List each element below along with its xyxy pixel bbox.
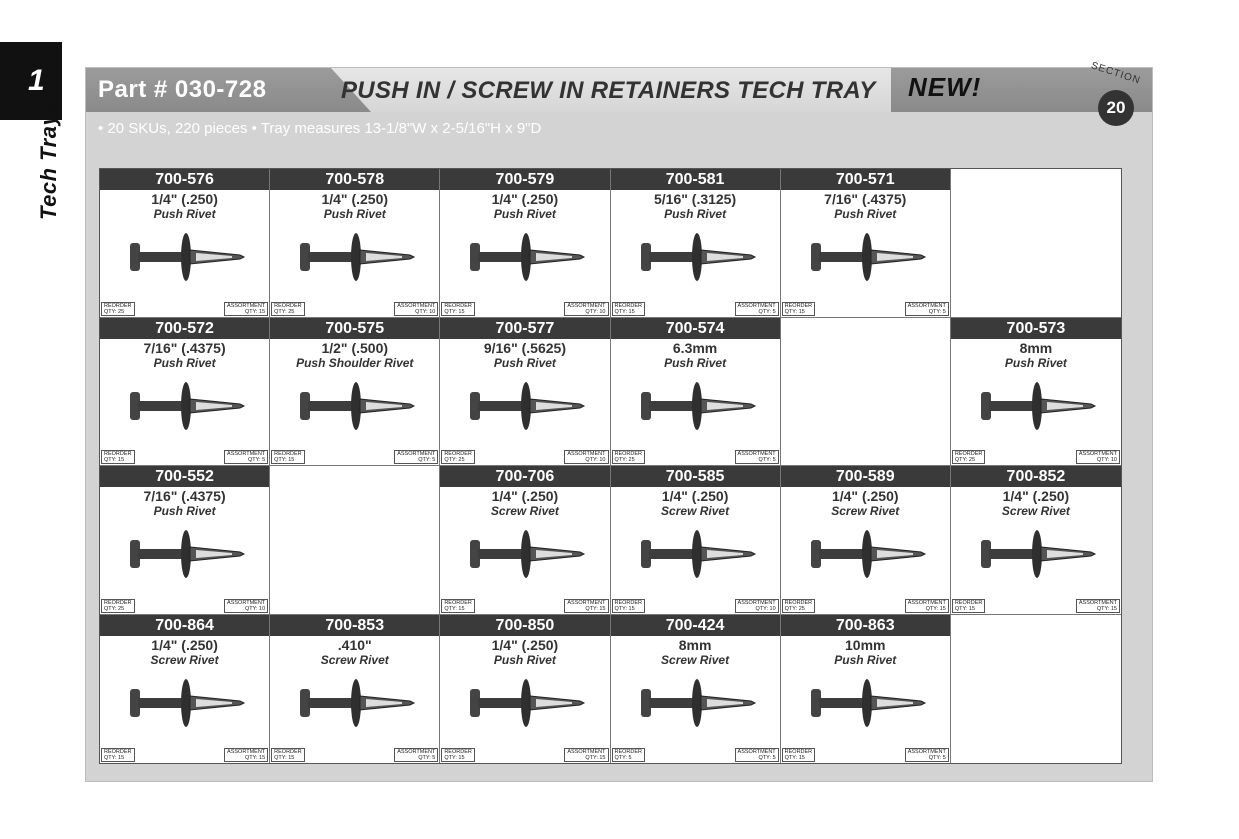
- rivet-size: 7/16" (.4375): [824, 191, 907, 207]
- sku-band: [611, 615, 780, 636]
- rivet-type: Screw Rivet: [831, 504, 900, 518]
- rivet-image-icon: [623, 671, 768, 735]
- sku-band: [440, 466, 609, 487]
- rivet-size: 1/4" (.250): [491, 191, 559, 207]
- assortment-quantity: QTY: 15: [244, 308, 266, 315]
- product-cell: [440, 615, 610, 764]
- reorder-qty: [101, 302, 135, 316]
- rivet-size: 1/4" (.250): [321, 191, 389, 207]
- rivet-image-icon: [963, 374, 1108, 438]
- rivet-type: Screw Rivet: [661, 504, 730, 518]
- assortment-label: ASSORTMENT: [227, 599, 266, 606]
- sku-number: 700-424: [665, 616, 725, 634]
- assortment-quantity: QTY: 10: [755, 605, 776, 612]
- rivet-image-icon: [452, 225, 597, 289]
- reorder-qty: [441, 599, 475, 613]
- product-cell: [440, 466, 610, 615]
- reorder-quantity: QTY: 15: [444, 605, 465, 612]
- rivet-type: Push Rivet: [834, 207, 897, 221]
- sku-number: 700-864: [155, 616, 214, 634]
- reorder-qty: [271, 748, 305, 762]
- tray-specs: • 20 SKUs, 220 pieces • Tray measures 13-1/8"W x 2-5/16"H x 9"D: [98, 120, 542, 137]
- sku-band: [781, 615, 950, 636]
- rivet-image-icon: [112, 225, 257, 289]
- sku-band: [100, 318, 269, 339]
- sku-band: [270, 615, 439, 636]
- reorder-label: REORDER: [954, 599, 983, 606]
- rivet-type: Push Rivet: [664, 355, 727, 370]
- reorder-qty: [612, 599, 646, 613]
- assortment-label: ASSORTMENT: [227, 749, 266, 755]
- part-number: Part # 030-728: [98, 76, 267, 103]
- assortment-qty: [394, 748, 438, 762]
- reorder-label: REORDER: [444, 749, 472, 755]
- sku-band: [611, 318, 780, 339]
- assortment-qty: [1076, 599, 1120, 613]
- product-cell: [611, 466, 781, 615]
- rivet-type: Push Shoulder Rivet: [296, 355, 414, 370]
- chapter-number: 1: [0, 42, 62, 120]
- rivet-image-icon: [282, 225, 427, 289]
- rivet-type: Screw Rivet: [320, 652, 389, 667]
- reorder-label: REORDER: [614, 302, 643, 309]
- reorder-label: REORDER: [784, 302, 813, 309]
- assortment-qty: [564, 748, 608, 762]
- rivet-image-icon: [282, 374, 427, 438]
- product-cell: [440, 169, 610, 318]
- reorder-quantity: QTY: 5: [614, 755, 632, 761]
- rivet-size: 10mm: [845, 636, 886, 653]
- assortment-label: ASSORTMENT: [567, 749, 606, 755]
- assortment-quantity: QTY: 10: [585, 457, 606, 463]
- sku-band: [611, 466, 780, 487]
- reorder-qty: [271, 450, 305, 464]
- sku-number: 700-571: [835, 171, 895, 188]
- product-cell: [611, 169, 781, 318]
- rivet-type: Push Rivet: [323, 207, 386, 221]
- assortment-qty: [735, 599, 779, 613]
- rivet-size: 1/4" (.250): [151, 191, 218, 207]
- rivet-size: 1/4" (.250): [661, 488, 729, 504]
- rivet-size: 7/16" (.4375): [143, 339, 226, 356]
- sku-band: [440, 169, 609, 190]
- rivet-size: 1/4" (.250): [1002, 488, 1070, 504]
- rivet-size: 1/4" (.250): [831, 488, 899, 504]
- reorder-label: REORDER: [104, 302, 132, 309]
- reorder-qty: [441, 450, 475, 464]
- sku-number: 700-578: [325, 171, 385, 188]
- assortment-label: ASSORTMENT: [397, 302, 436, 309]
- rivet-image-icon: [452, 374, 597, 438]
- rivet-size: 1/4" (.250): [491, 488, 559, 504]
- reorder-qty: [271, 302, 305, 316]
- rivet-type: Push Rivet: [493, 652, 556, 667]
- sku-band: [440, 318, 609, 339]
- reorder-label: REORDER: [274, 451, 302, 457]
- assortment-qty: [735, 450, 779, 464]
- rivet-type: Screw Rivet: [1001, 504, 1070, 518]
- rivet-image-icon: [282, 671, 427, 735]
- empty-cell: [781, 318, 951, 467]
- empty-cell: [270, 466, 440, 615]
- reorder-quantity: QTY: 15: [274, 457, 295, 463]
- reorder-label: REORDER: [274, 749, 302, 755]
- product-cell: [781, 466, 951, 615]
- rivet-image-icon: [793, 522, 938, 586]
- reorder-qty: [441, 302, 475, 316]
- reorder-label: REORDER: [954, 451, 983, 457]
- assortment-label: ASSORTMENT: [227, 302, 266, 309]
- assortment-quantity: QTY: 15: [1096, 605, 1117, 612]
- assortment-quantity: QTY: 5: [758, 755, 776, 761]
- sku-band: [270, 169, 439, 190]
- rivet-type: Push Rivet: [1004, 355, 1067, 370]
- assortment-qty: [394, 450, 438, 464]
- rivet-image-icon: [112, 374, 257, 438]
- section-label: SECTION: [1089, 60, 1142, 87]
- assortment-quantity: QTY: 5: [928, 308, 946, 315]
- rivet-image-icon: [793, 671, 938, 735]
- assortment-quantity: QTY: 15: [585, 755, 606, 761]
- sku-number: 700-706: [495, 468, 555, 485]
- rivet-type: Push Rivet: [493, 207, 556, 221]
- assortment-quantity: QTY: 15: [244, 755, 266, 761]
- reorder-qty: [101, 450, 135, 464]
- reorder-quantity: QTY: 25: [954, 457, 976, 463]
- assortment-label: ASSORTMENT: [567, 599, 606, 606]
- rivet-image-icon: [963, 522, 1108, 586]
- reorder-label: REORDER: [614, 749, 643, 755]
- section-number: 20: [1098, 90, 1134, 126]
- reorder-quantity: QTY: 15: [104, 755, 125, 761]
- rivet-size: 5/16" (.3125): [654, 191, 737, 207]
- assortment-qty: [905, 748, 949, 762]
- sku-number: 700-585: [665, 468, 725, 485]
- reorder-quantity: QTY: 15: [104, 457, 125, 463]
- rivet-type: Screw Rivet: [661, 652, 730, 667]
- product-cell: [270, 615, 440, 764]
- reorder-quantity: QTY: 25: [444, 457, 465, 463]
- assortment-quantity: QTY: 10: [415, 308, 436, 315]
- sku-number: 700-577: [495, 319, 555, 337]
- reorder-qty: [612, 450, 646, 464]
- sku-number: 700-852: [1006, 468, 1066, 485]
- sku-band: [440, 615, 609, 636]
- chapter-label: Tech Trays: [36, 100, 61, 220]
- rivet-size: 8mm: [1019, 339, 1053, 356]
- reorder-quantity: QTY: 15: [444, 755, 465, 761]
- assortment-label: ASSORTMENT: [567, 302, 606, 309]
- rivet-type: Push Rivet: [664, 207, 727, 221]
- rivet-image-icon: [452, 671, 597, 735]
- assortment-qty: [1076, 450, 1120, 464]
- rivet-type: Screw Rivet: [150, 652, 219, 667]
- assortment-quantity: QTY: 5: [418, 755, 436, 761]
- product-cell: [270, 169, 440, 318]
- rivet-image-icon: [623, 374, 768, 438]
- reorder-quantity: QTY: 15: [784, 755, 805, 761]
- product-cell: [270, 318, 440, 467]
- reorder-quantity: QTY: 15: [784, 308, 805, 315]
- rivet-image-icon: [112, 671, 257, 735]
- sku-number: 700-863: [835, 616, 895, 634]
- rivet-size: 1/2" (.500): [321, 339, 389, 356]
- assortment-quantity: QTY: 5: [418, 457, 436, 463]
- rivet-type: Push Rivet: [153, 207, 216, 221]
- assortment-qty: [735, 302, 779, 316]
- reorder-label: REORDER: [444, 302, 472, 309]
- product-cell: [100, 318, 270, 467]
- sku-number: 700-589: [835, 468, 895, 485]
- rivet-type: Push Rivet: [153, 355, 216, 370]
- assortment-qty: [735, 748, 779, 762]
- assortment-quantity: QTY: 5: [248, 457, 266, 463]
- rivet-size: .410": [337, 636, 372, 653]
- assortment-qty: [564, 302, 608, 316]
- reorder-qty: [952, 450, 986, 464]
- reorder-quantity: QTY: 15: [954, 605, 976, 612]
- product-cell: [440, 318, 610, 467]
- sku-number: 700-574: [665, 319, 725, 337]
- sku-number: 700-572: [155, 319, 214, 337]
- sku-band: [270, 318, 439, 339]
- assortment-label: ASSORTMENT: [907, 302, 946, 309]
- tech-tray-panel: [85, 60, 1153, 782]
- reorder-qty: [782, 748, 816, 762]
- reorder-quantity: QTY: 25: [104, 605, 125, 612]
- rivet-size: 7/16" (.4375): [143, 488, 226, 504]
- reorder-qty: [952, 599, 986, 613]
- assortment-qty: [564, 599, 608, 613]
- empty-cell: [951, 615, 1121, 764]
- rivet-image-icon: [793, 225, 938, 289]
- rivet-type: Push Rivet: [493, 355, 556, 370]
- sku-band: [100, 169, 269, 190]
- sku-band: [951, 318, 1121, 339]
- reorder-label: REORDER: [444, 599, 472, 606]
- reorder-quantity: QTY: 25: [104, 308, 125, 315]
- rivet-type: Push Rivet: [834, 652, 897, 667]
- reorder-qty: [782, 599, 816, 613]
- reorder-quantity: QTY: 15: [614, 308, 635, 315]
- sku-band: [100, 615, 269, 636]
- assortment-qty: [905, 599, 949, 613]
- product-cell: [781, 169, 951, 318]
- assortment-label: ASSORTMENT: [737, 749, 776, 755]
- rivet-image-icon: [623, 522, 768, 586]
- assortment-quantity: QTY: 10: [1096, 457, 1117, 463]
- tray-title: PUSH IN / SCREW IN RETAINERS TECH TRAY: [341, 77, 876, 104]
- rivet-image-icon: [112, 522, 257, 586]
- product-cell: [611, 615, 781, 764]
- rivet-size: 6.3mm: [672, 339, 718, 356]
- product-cell: [951, 466, 1121, 615]
- sku-band: [781, 466, 950, 487]
- assortment-qty: [224, 748, 268, 762]
- reorder-qty: [612, 748, 646, 762]
- assortment-quantity: QTY: 5: [758, 457, 776, 463]
- product-cell: [951, 318, 1121, 467]
- assortment-quantity: QTY: 10: [585, 308, 606, 315]
- empty-cell: [951, 169, 1121, 318]
- product-grid: [99, 168, 1122, 764]
- reorder-quantity: QTY: 15: [274, 755, 295, 761]
- assortment-quantity: QTY: 15: [925, 605, 946, 612]
- reorder-label: REORDER: [104, 749, 132, 755]
- reorder-quantity: QTY: 25: [274, 308, 295, 315]
- sku-number: 700-573: [1006, 319, 1066, 337]
- assortment-qty: [224, 302, 268, 316]
- rivet-image-icon: [452, 522, 597, 586]
- sku-number: 700-576: [155, 171, 214, 188]
- assortment-label: ASSORTMENT: [397, 749, 436, 755]
- sku-number: 700-552: [155, 468, 214, 485]
- assortment-label: ASSORTMENT: [1078, 451, 1117, 457]
- assortment-qty: [394, 302, 438, 316]
- reorder-qty: [101, 748, 135, 762]
- assortment-label: ASSORTMENT: [397, 451, 436, 457]
- rivet-size: 1/4" (.250): [491, 636, 559, 653]
- reorder-label: REORDER: [614, 599, 643, 606]
- section-badge: [1084, 62, 1154, 132]
- assortment-quantity: QTY: 15: [585, 605, 606, 612]
- product-cell: [100, 615, 270, 764]
- sku-band: [951, 466, 1121, 487]
- reorder-label: REORDER: [274, 302, 302, 309]
- assortment-label: ASSORTMENT: [567, 451, 606, 457]
- assortment-qty: [905, 302, 949, 316]
- reorder-label: REORDER: [104, 599, 132, 606]
- assortment-qty: [564, 450, 608, 464]
- assortment-label: ASSORTMENT: [737, 599, 776, 606]
- assortment-label: ASSORTMENT: [1078, 599, 1117, 606]
- assortment-quantity: QTY: 10: [244, 605, 266, 612]
- assortment-label: ASSORTMENT: [737, 302, 776, 309]
- product-cell: [611, 318, 781, 467]
- reorder-label: REORDER: [614, 451, 643, 457]
- sku-number: 700-579: [495, 171, 555, 188]
- assortment-label: ASSORTMENT: [907, 599, 946, 606]
- reorder-quantity: QTY: 25: [614, 457, 635, 463]
- reorder-qty: [782, 302, 816, 316]
- reorder-label: REORDER: [784, 749, 813, 755]
- rivet-type: Screw Rivet: [490, 504, 559, 518]
- assortment-quantity: QTY: 5: [758, 308, 776, 315]
- assortment-qty: [224, 599, 268, 613]
- assortment-quantity: QTY: 5: [928, 755, 946, 761]
- reorder-label: REORDER: [104, 451, 132, 457]
- sku-band: [611, 169, 780, 190]
- reorder-qty: [612, 302, 646, 316]
- rivet-size: 8mm: [678, 636, 712, 653]
- sku-number: 700-575: [325, 319, 385, 337]
- product-cell: [100, 466, 270, 615]
- rivet-size: 9/16" (.5625): [483, 339, 566, 356]
- assortment-label: ASSORTMENT: [227, 451, 266, 457]
- assortment-qty: [224, 450, 268, 464]
- sku-number: 700-853: [325, 616, 385, 634]
- rivet-size: 1/4" (.250): [151, 636, 218, 653]
- reorder-qty: [101, 599, 135, 613]
- sku-number: 700-581: [665, 171, 725, 188]
- rivet-image-icon: [623, 225, 768, 289]
- reorder-label: REORDER: [444, 451, 472, 457]
- reorder-quantity: QTY: 15: [444, 308, 465, 315]
- product-cell: [100, 169, 270, 318]
- reorder-qty: [441, 748, 475, 762]
- reorder-quantity: QTY: 25: [784, 605, 805, 612]
- product-cell: [781, 615, 951, 764]
- sku-band: [100, 466, 269, 487]
- reorder-label: REORDER: [784, 599, 813, 606]
- assortment-label: ASSORTMENT: [737, 451, 776, 457]
- assortment-label: ASSORTMENT: [907, 749, 946, 755]
- new-badge: NEW!: [908, 72, 982, 102]
- sku-number: 700-850: [495, 616, 555, 634]
- rivet-type: Push Rivet: [153, 504, 216, 518]
- sku-band: [781, 169, 950, 190]
- reorder-quantity: QTY: 15: [614, 605, 635, 612]
